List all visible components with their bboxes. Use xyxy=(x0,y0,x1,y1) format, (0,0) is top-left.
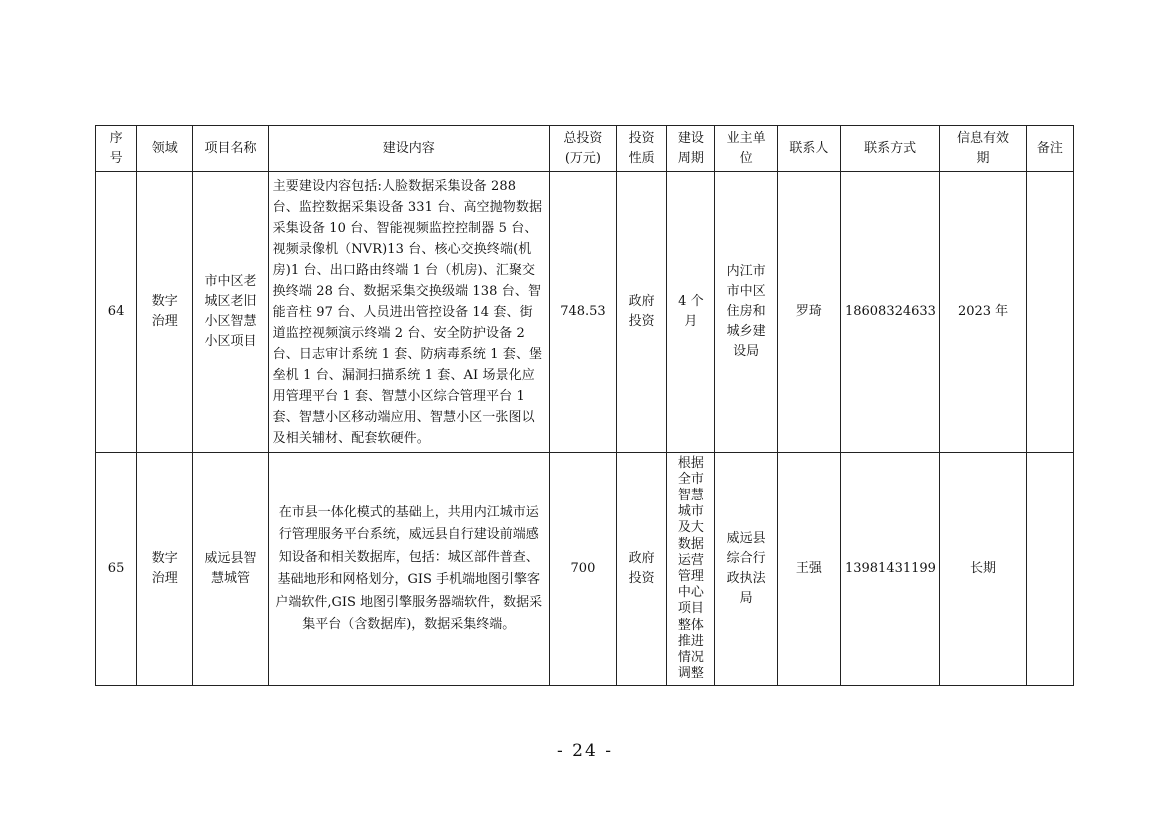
cell-seq: 64 xyxy=(96,172,137,453)
cell-seq: 65 xyxy=(96,453,137,686)
table-header xyxy=(96,126,1074,172)
cell-content: 在市县一体化模式的基础上，共用内江城市运行管理服务平台系统，威远县自行建设前端感知设备和相关数据库，包括：城区部件普查、基础地形和网格划分，GIS 手机端地图引擎客户端软件,GIS 地图引擎服务器端软件，数据采集平台（含数据库)，数据采集终端。 xyxy=(268,453,549,686)
cell-investment: 700 xyxy=(549,453,616,686)
cell-field: 数字治理 xyxy=(137,172,193,453)
cell-valid: 2023 年 xyxy=(940,172,1026,453)
cell-remark xyxy=(1026,453,1073,686)
cell-remark xyxy=(1026,172,1073,453)
header-content: 建设内容 xyxy=(268,126,549,172)
cell-content: 主要建设内容包括:人脸数据采集设备 288 台、监控数据采集设备 331 台、高空抛物数据采集设备 10 台、智能视频监控控制器 5 台、视频录像机（NVR)13 台、核心交换终端(机房)1 台、出口路由终端 1 台（机房)、汇聚交换终端 28 台、数据采集交换级端 138 台、智能音柱 97 台、人员进出管控设备 14 套、街道监控视频演示终端 2 台、安全防护设备 2 台、日志审计系统 1 套、防病毒系统 1 套、堡垒机 1 台、漏洞扫描系统 1 套、AI 场景化应用管理平台 1 套、智慧小区综合管理平台 1 套、智慧小区移动端应用、智慧小区一张图以及相关辅材、配套软硬件。 xyxy=(268,172,549,453)
header-contact: 联系人 xyxy=(777,126,840,172)
cell-phone: 13981431199 xyxy=(840,453,939,686)
cell-period: 4 个月 xyxy=(667,172,715,453)
header-owner: 业主单位 xyxy=(715,126,777,172)
header-field: 领域 xyxy=(137,126,193,172)
header-investment: 总投资(万元) xyxy=(549,126,616,172)
cell-valid: 长期 xyxy=(940,453,1026,686)
cell-invest-type: 政府投资 xyxy=(617,453,667,686)
cell-contact: 王强 xyxy=(777,453,840,686)
page-number: - 24 - xyxy=(557,741,613,761)
cell-field: 数字治理 xyxy=(137,453,193,686)
cell-owner: 威远县综合行政执法局 xyxy=(715,453,777,686)
cell-owner: 内江市市中区住房和城乡建设局 xyxy=(715,172,777,453)
header-remark: 备注 xyxy=(1026,126,1073,172)
cell-contact: 罗琦 xyxy=(777,172,840,453)
cell-phone: 18608324633 xyxy=(840,172,939,453)
cell-period: 根据全市智慧城市及大数据运营管理中心项目整体推进情况调整 xyxy=(667,453,715,686)
cell-investment: 748.53 xyxy=(549,172,616,453)
header-invest-type: 投资性质 xyxy=(617,126,667,172)
cell-name: 市中区老城区老旧小区智慧小区项目 xyxy=(193,172,268,453)
header-period: 建设周期 xyxy=(667,126,715,172)
table-row xyxy=(96,453,1074,686)
header-phone: 联系方式 xyxy=(840,126,939,172)
header-row xyxy=(96,126,1074,172)
cell-name: 威远县智慧城管 xyxy=(193,453,268,686)
table-row xyxy=(96,172,1074,453)
header-seq: 序号 xyxy=(96,126,137,172)
cell-invest-type: 政府投资 xyxy=(617,172,667,453)
header-valid: 信息有效期 xyxy=(940,126,1026,172)
header-name: 项目名称 xyxy=(193,126,268,172)
project-table xyxy=(95,125,1074,686)
